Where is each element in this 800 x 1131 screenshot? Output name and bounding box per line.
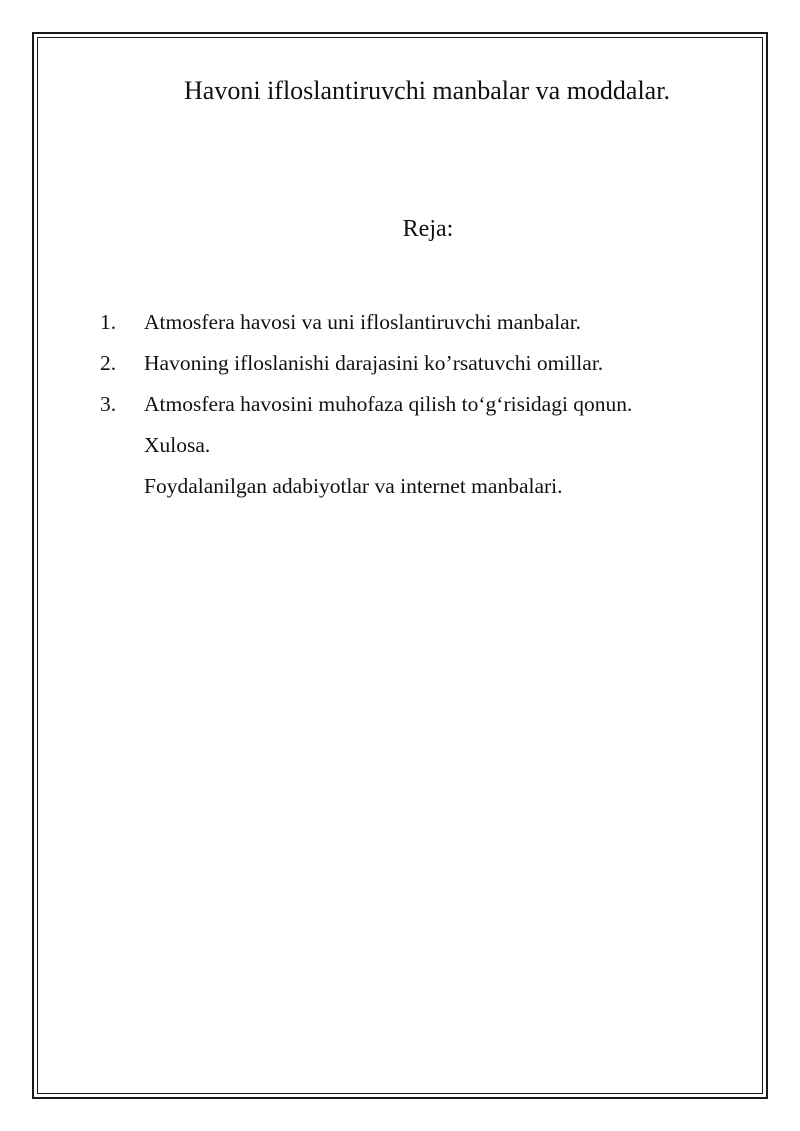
plan-item-2	[100, 347, 740, 388]
document-title: Havoni ifloslantiruvchi manbalar va moddalar.	[184, 76, 670, 105]
plan-heading: Reja:	[402, 216, 454, 242]
plan-item-number: 1.	[100, 310, 117, 334]
plan-item-1	[100, 306, 740, 347]
plan-item-text: Atmosfera havosi va uni ifloslantiruvchi manbalar.	[144, 310, 582, 334]
plan-item-number: 2.	[100, 351, 117, 375]
plan-item-text: Havoning ifloslanishi darajasini ko’rsatuvchi omillar.	[144, 351, 604, 375]
plan-item-3	[100, 388, 740, 429]
plan-item-number: 3.	[100, 392, 117, 416]
plan-item-references	[100, 470, 740, 511]
plan-item-conclusion	[100, 429, 740, 470]
plan-list	[100, 306, 740, 511]
plan-item-text: Atmosfera havosini muhofaza qilish to‘g‘risidagi qonun.	[144, 392, 633, 416]
plan-item-text: Foydalanilgan adabiyotlar va internet manbalari.	[144, 474, 563, 498]
page-border-inner	[37, 37, 763, 1094]
plan-item-text: Xulosa.	[144, 433, 211, 457]
